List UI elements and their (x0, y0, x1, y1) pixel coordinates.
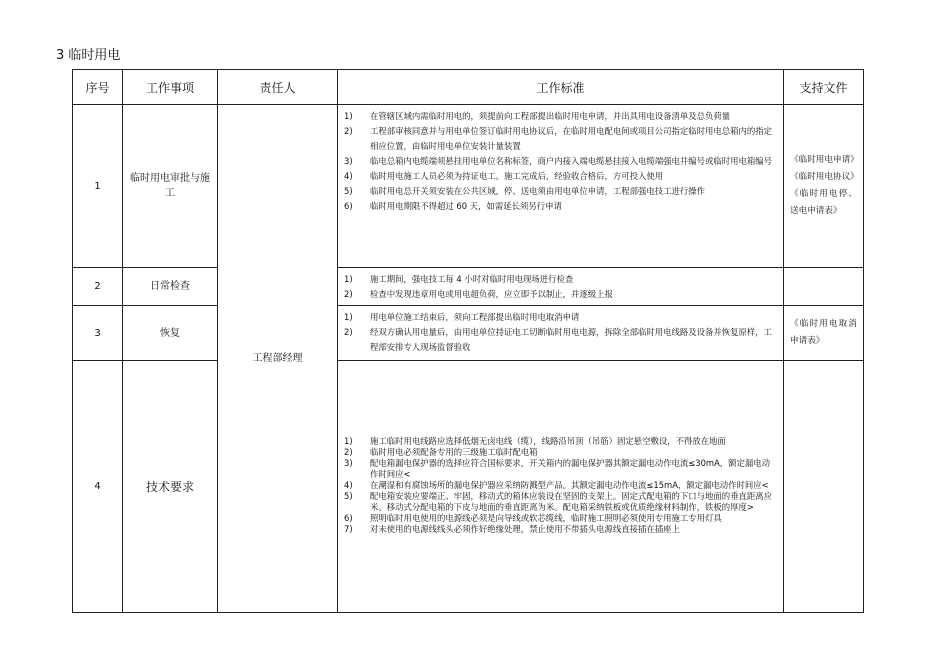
list-item: 1) 在管辖区域内需临时用电的，须提前向工程部提出临时用电申请，并出具用电设备清单及总负荷量 (344, 111, 731, 121)
docs-cell (784, 105, 864, 268)
table-row (73, 268, 864, 306)
header-item: 工作事项 (123, 70, 218, 105)
standards-cell (338, 361, 784, 613)
list-item: 1) 施工期间，强电技工每 4 小时对临时用电现场进行检查 (344, 274, 574, 284)
responsible-cell (218, 105, 338, 613)
list-item: 7) 对未使用的电源线线头必须作好绝缘处理，禁止使用不带插头电源线直接插在插座上 (344, 524, 680, 534)
list-item: 6) 临时用电期限不得超过 60 天，如需延长须另行申请 (344, 201, 562, 211)
docs-cell (784, 268, 864, 306)
list-item: 2) 工程部审核同意并与用电单位签订临时用电协议后，在临时用电配电间或项目公司指定临时用电总箱内的指定相应位置，由临时用电单位安装计量装置 (344, 126, 772, 151)
list-item: 1) 用电单位施工结束后，须向工程部提出临时用电取消申请 (344, 312, 580, 322)
standards-cell (338, 306, 784, 361)
row-number: 2 (73, 268, 123, 306)
list-item: 5) 临时用电总开关须安装在公共区域，停、送电须由用电单位申请，工程部强电技工进行操作 (344, 186, 705, 196)
row-item: 日常检查 (123, 268, 218, 306)
support-doc: 《临时用电取消申请表》 (790, 319, 857, 346)
table-row (73, 306, 864, 361)
responsible-text: 工程部经理 (252, 353, 303, 364)
row-item: 恢复 (123, 306, 218, 361)
list-item: 4) 在潮湿和有腐蚀场所的漏电保护器应采纳防溅型产品。其额定漏电动作电流≤15mA，额定漏电动作时间应< (344, 480, 769, 490)
table-header-row (73, 70, 864, 105)
header-no: 序号 (73, 70, 123, 105)
row-number: 1 (73, 105, 123, 268)
table-row (73, 361, 864, 613)
list-item: 5) 配电箱安装应要端正、牢固，移动式的箱体应装设在坚固的支架上。固定式配电箱的下口与地面的垂直距离应米。移动式分配电箱的下皮与地面的垂直距离为米。配电箱采纳铁板或优质绝缘材料制作，铁板的厚度> (344, 491, 772, 512)
list-item: 4) 临时用电施工人员必须为持证电工。施工完成后，经验收合格后，方可投入使用 (344, 171, 664, 181)
row-item (123, 105, 218, 268)
work-standards-table (72, 69, 864, 613)
list-item: 2) 临时用电必须配备专用的三级施工临时配电箱 (344, 447, 538, 457)
row-item: 技术要求 (123, 361, 218, 613)
row-number: 4 (73, 361, 123, 613)
docs-cell (784, 361, 864, 613)
list-item: 2) 检查中发现违章用电或用电超负荷，应立即予以制止，并逐级上报 (344, 289, 613, 299)
docs-cell (784, 306, 864, 361)
section-title: 3 临时用电 (56, 48, 121, 63)
row-item-text: 临时用电审批与施工 (130, 173, 210, 199)
support-doc: 《临时用电申请》 (790, 155, 859, 165)
table-row (73, 105, 864, 268)
header-responsible: 责任人 (218, 70, 338, 105)
support-doc: 《临时用电协议》 (790, 172, 859, 182)
support-doc: 《临时用电停、送电申请表》 (790, 189, 857, 216)
row-number: 3 (73, 306, 123, 361)
list-item: 6) 照明临时用电使用的电源线必须是向导线或软芯缆线，临时施工照明必须使用专用施工专用灯具 (344, 513, 722, 523)
list-item: 3) 临电总箱内电缆端须悬挂用电单位名称标签，商户内接入端电缆悬挂接入电缆端强电井编号或临时用电箱编号 (344, 156, 772, 166)
standards-cell (338, 268, 784, 306)
list-item: 3) 配电箱漏电保护器的选择应符合国标要求，开关箱内的漏电保护器其额定漏电动作电流≤30mA，额定漏电动作时间应< (344, 458, 771, 479)
header-standard: 工作标准 (338, 70, 784, 105)
header-docs: 支持文件 (784, 70, 864, 105)
list-item: 2) 经双方确认用电量后，由用电单位持证电工切断临时用电电源，拆除全部临时用电线路及设备并恢复原样，工程部安排专人现场监督验收 (344, 327, 772, 352)
list-item: 1) 施工临时用电线路应选择低烟无卤电线（缆），线路沿吊顶（吊筋）固定悬空敷设，不得放在地面 (344, 436, 726, 446)
standards-cell (338, 105, 784, 268)
